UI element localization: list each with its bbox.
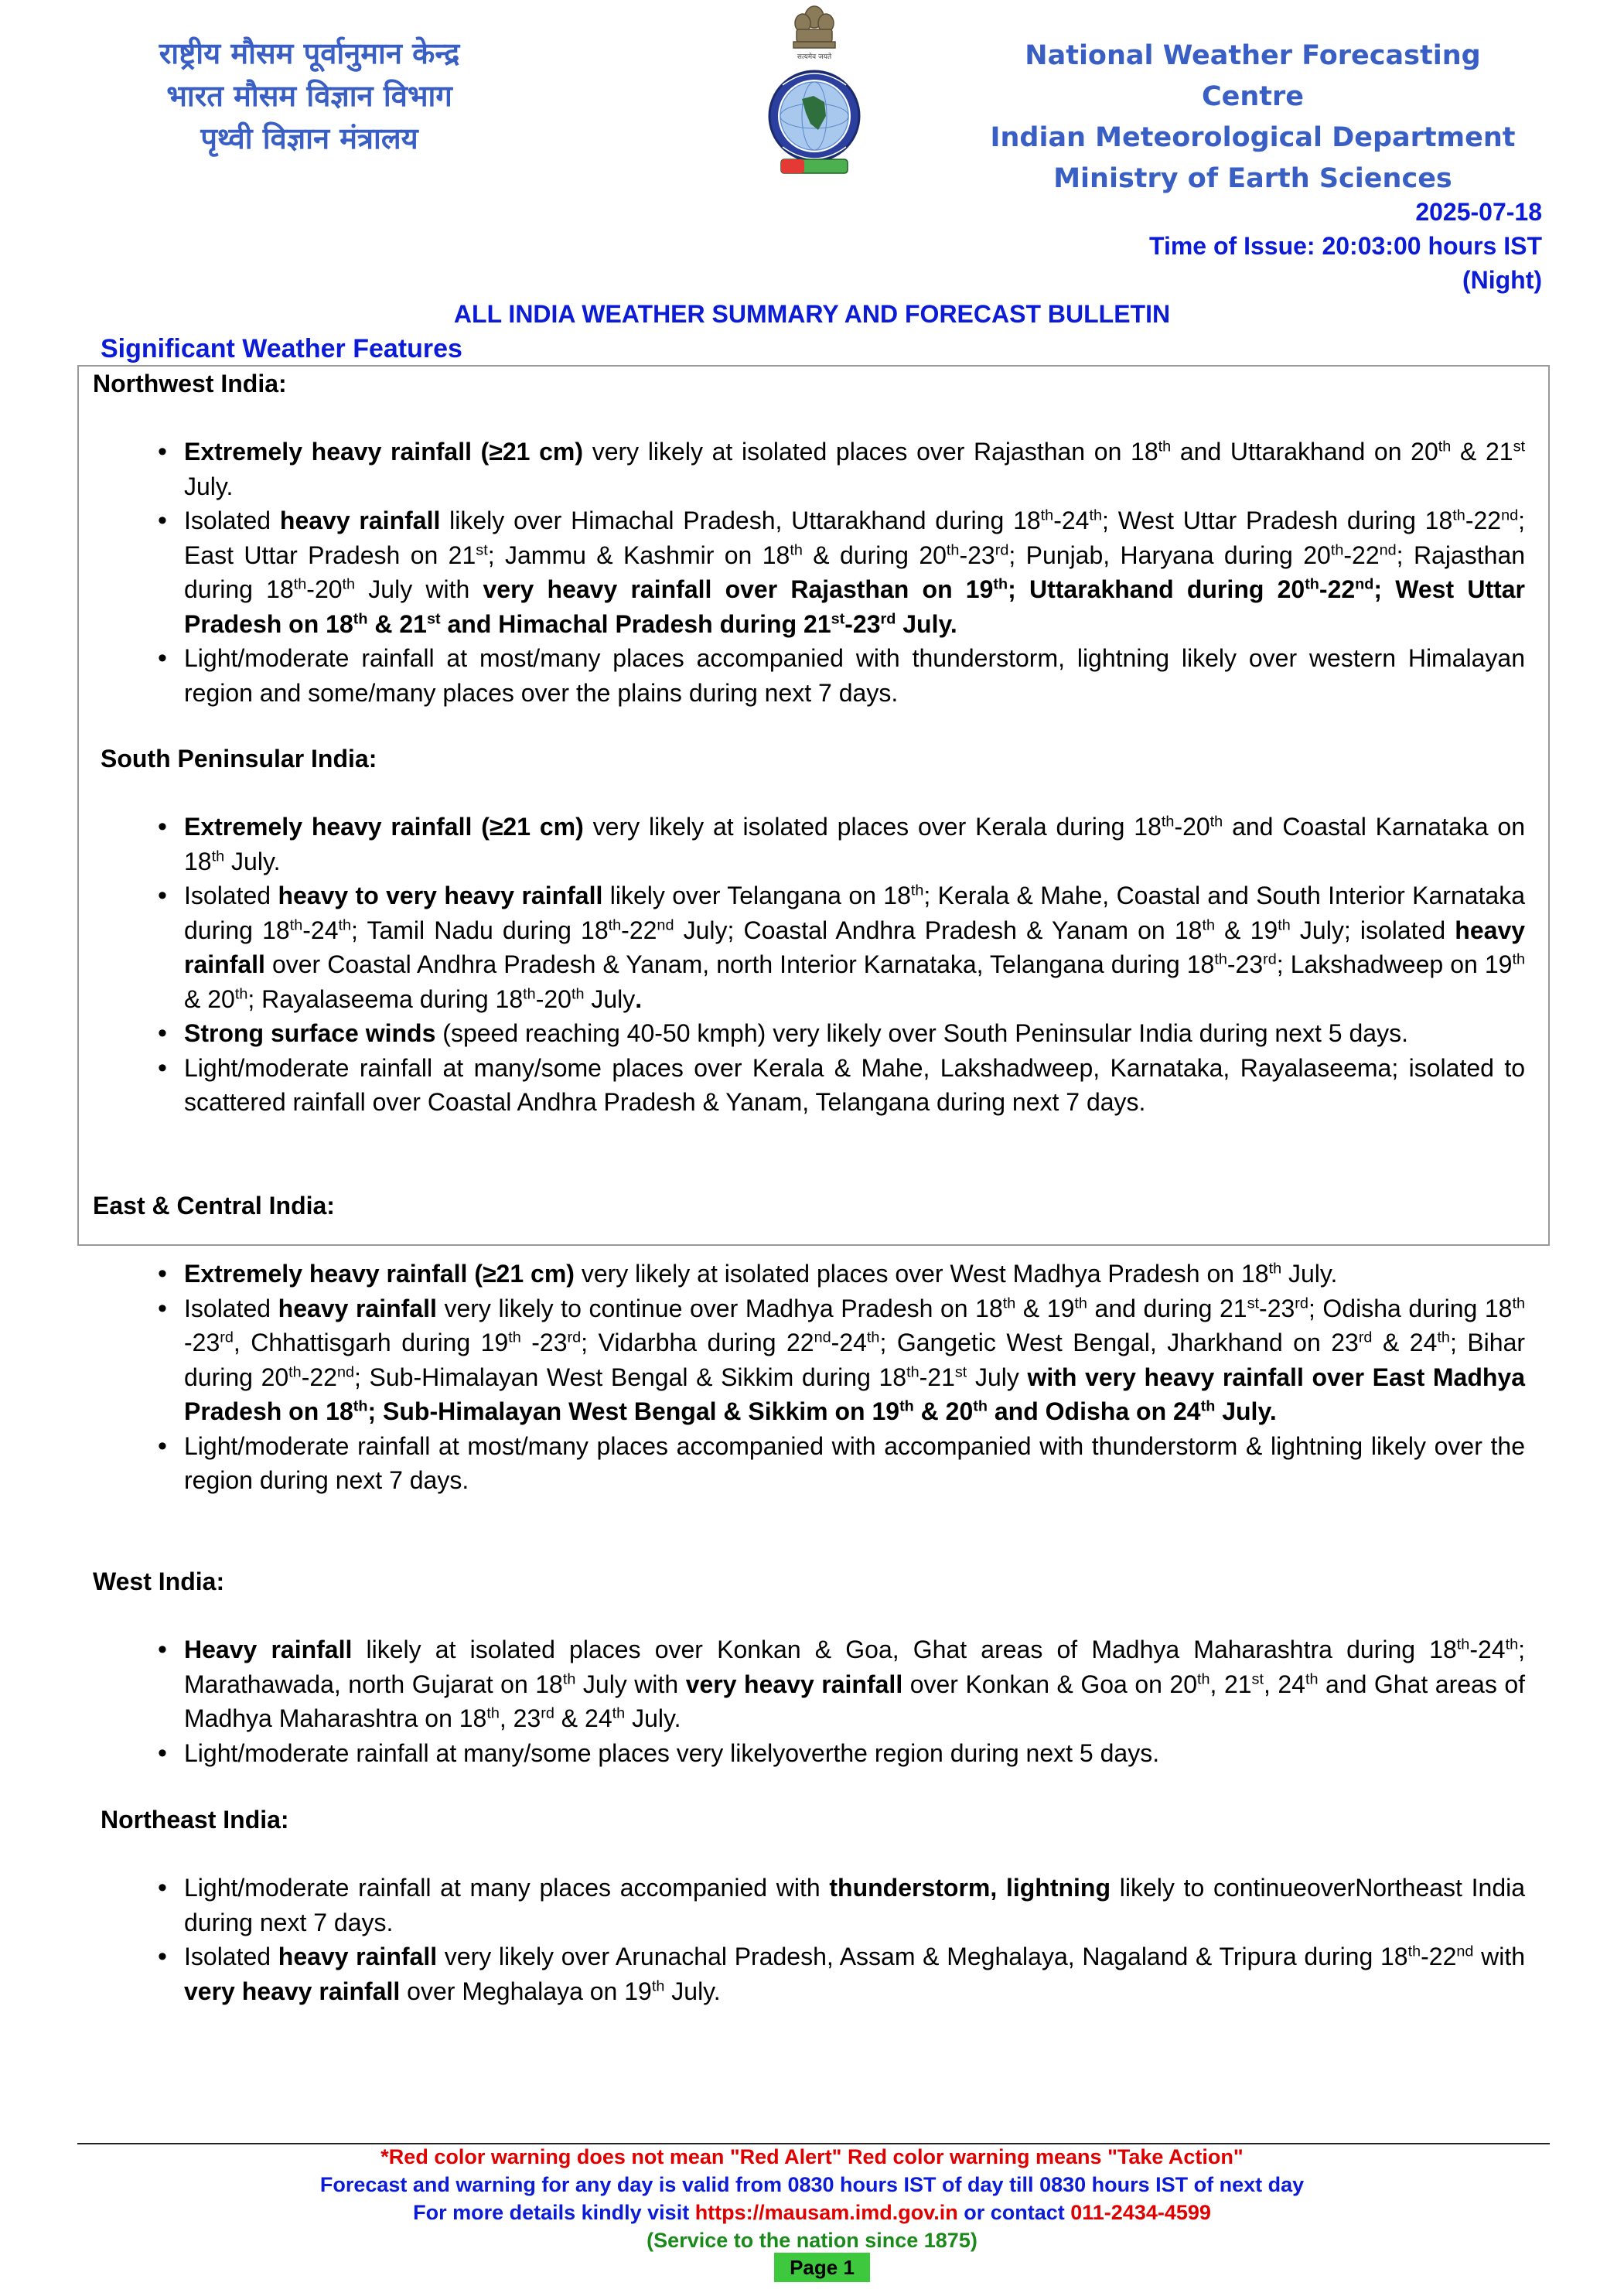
contact-phone: 011-2434-4599	[1070, 2201, 1211, 2224]
svg-text:सत्यमेव जयते: सत्यमेव जयते	[797, 53, 832, 61]
website-link[interactable]: https://mausam.imd.gov.in	[694, 2201, 958, 2224]
page-number-badge: Page 1	[774, 2253, 870, 2282]
issue-info	[1149, 195, 1542, 297]
bullet-item: • Extremely heavy rainfall (≥21 cm) very likely at isolated places over Rajasthan on 18th and Uttarakhand on 20th & 21st July.	[184, 435, 1525, 503]
english-header-line: Ministry of Earth Sciences	[1053, 163, 1452, 194]
bulletin-title: ALL INDIA WEATHER SUMMARY AND FORECAST BULLETIN	[453, 300, 1171, 328]
issue-date: 2025-07-18	[1415, 198, 1542, 226]
english-header-line: National Weather Forecasting Centre	[1025, 40, 1481, 112]
bullet-item: • Extremely heavy rainfall (≥21 cm) very likely at isolated places over Kerala during 18th-20th and Coastal Karnataka on 18th July.	[184, 810, 1525, 878]
section-title-northwest: Northwest India:	[93, 370, 287, 397]
significant-weather-title: Significant Weather Features	[101, 334, 462, 363]
bullet-item: • Isolated heavy to very heavy rainfall likely over Telangana on 18th; Kerala & Mahe, Coastal and South Interior Karnataka during 18th-24th; Tamil Nadu during 18th-22nd July; Coastal Andhra Pradesh & Yanam on 18th & 19th July; isolated heavy rainfall over Coastal Andhra Pradesh & Yanam, north Interior Karnataka, Telangana during 18th-23rd; Lakshadweep on 19th & 20th; Rayalaseema during 18th-20th July.	[184, 878, 1525, 1016]
hindi-header-line: पृथ्वी विज्ञान मंत्रालय	[200, 121, 418, 155]
bullet-item: • Extremely heavy rainfall (≥21 cm) very likely at isolated places over West Madhya Pradesh on 18th July.	[184, 1257, 1525, 1291]
bullet-list-east-central	[184, 1257, 1525, 1498]
contact-prefix: For more details kindly visit	[413, 2201, 695, 2224]
contact-middle: or contact	[957, 2201, 1071, 2224]
bullet-list-south-peninsular	[184, 810, 1525, 1120]
bullet-item: • Light/moderate rainfall at most/many places accompanied with accompanied with thunderstorm & lightning likely over the region during next 7 days.	[184, 1429, 1525, 1498]
bullet-item: • Isolated heavy rainfall likely over Himachal Pradesh, Uttarakhand during 18th-24th; West Uttar Pradesh during 18th-22nd; East Uttar Pradesh on 21st; Jammu & Kashmir on 18th & during 20th-23rd; Punjab, Haryana during 20th-22nd; Rajasthan during 18th-20th July with very heavy rainfall over Rajasthan on 19th; Uttarakhand during 20th-22nd; West Uttar Pradesh on 18th & 21st and Himachal Pradesh during 21st-23rd July.	[184, 503, 1525, 641]
issue-time: Time of Issue: 20:03:00 hours IST	[1148, 232, 1542, 260]
validity-note: Forecast and warning for any day is valid from 0830 hours IST of day till 0830 hours IST of next day	[319, 2173, 1305, 2196]
english-header-line: Indian Meteorological Department	[990, 122, 1516, 153]
contact-note	[0, 2201, 1624, 2225]
bullet-item: • Light/moderate rainfall at most/many places accompanied with thunderstorm, lightning likely over western Himalayan region and some/many places over the plains during next 7 days.	[184, 641, 1525, 710]
english-header	[974, 36, 1531, 200]
issue-period: (Night)	[1462, 266, 1542, 294]
hindi-header	[116, 32, 503, 160]
bullet-list-west	[184, 1632, 1525, 1770]
bullet-item: • Strong surface winds (speed reaching 40-50 kmph) very likely over South Peninsular India during next 5 days.	[184, 1016, 1525, 1051]
section-title-south-peninsular: South Peninsular India:	[101, 745, 377, 773]
hindi-header-line: राष्ट्रीय मौसम पूर्वानुमान केन्द्र	[159, 36, 460, 70]
section-title-west: West India:	[93, 1568, 225, 1595]
service-note: (Service to the nation since 1875)	[647, 2229, 977, 2252]
section-title-east-central: East & Central India:	[93, 1192, 335, 1220]
red-warning-note: *Red color warning does not mean "Red Alert" Red color warning means "Take Action"	[380, 2145, 1244, 2168]
bullet-list-northwest	[184, 435, 1525, 710]
bullet-item: • Heavy rainfall likely at isolated places over Konkan & Goa, Ghat areas of Madhya Maharashtra during 18th-24th; Marathawada, north Gujarat on 18th July with very heavy rainfall over Konkan & Goa on 20th, 21st, 24th and Ghat areas of Madhya Maharashtra on 18th, 23rd & 24th July.	[184, 1632, 1525, 1736]
bullet-list-northeast	[184, 1871, 1525, 2008]
hindi-header-line: भारत मौसम विज्ञान विभाग	[166, 79, 452, 113]
bullet-item: • Light/moderate rainfall at many/some places over Kerala & Mahe, Lakshadweep, Karnataka, Rayalaseema; isolated to scattered rainfall over Coastal Andhra Pradesh & Yanam, Telangana during next 7 days.	[184, 1051, 1525, 1120]
bullet-item: • Isolated heavy rainfall very likely over Arunachal Pradesh, Assam & Meghalaya, Nagaland & Tripura during 18th-22nd with very heavy rainfall over Meghalaya on 19th July.	[184, 1939, 1525, 2008]
bullet-item: • Light/moderate rainfall at many places accompanied with thunderstorm, lightning likely to continueoverNortheast India during next 7 days.	[184, 1871, 1525, 1939]
bullet-item: • Light/moderate rainfall at many/some places very likelyoverthe region during next 5 days.	[184, 1736, 1525, 1771]
footer-divider	[77, 2143, 1550, 2144]
section-title-northeast: Northeast India:	[101, 1806, 289, 1834]
bullet-item: • Isolated heavy rainfall very likely to continue over Madhya Pradesh on 18th & 19th and during 21st-23rd; Odisha during 18th -23rd, Chhattisgarh during 19th -23rd; Vidarbha during 22nd-24th; Gangetic West Bengal, Jharkhand on 23rd & 24th; Bihar during 20th-22nd; Sub-Himalayan West Bengal & Sikkim during 18th-21st July with very heavy rainfall over East Madhya Pradesh on 18th; Sub-Himalayan West Bengal & Sikkim on 19th & 20th and Odisha on 24th July.	[184, 1291, 1525, 1429]
imd-emblem-icon	[759, 0, 869, 186]
